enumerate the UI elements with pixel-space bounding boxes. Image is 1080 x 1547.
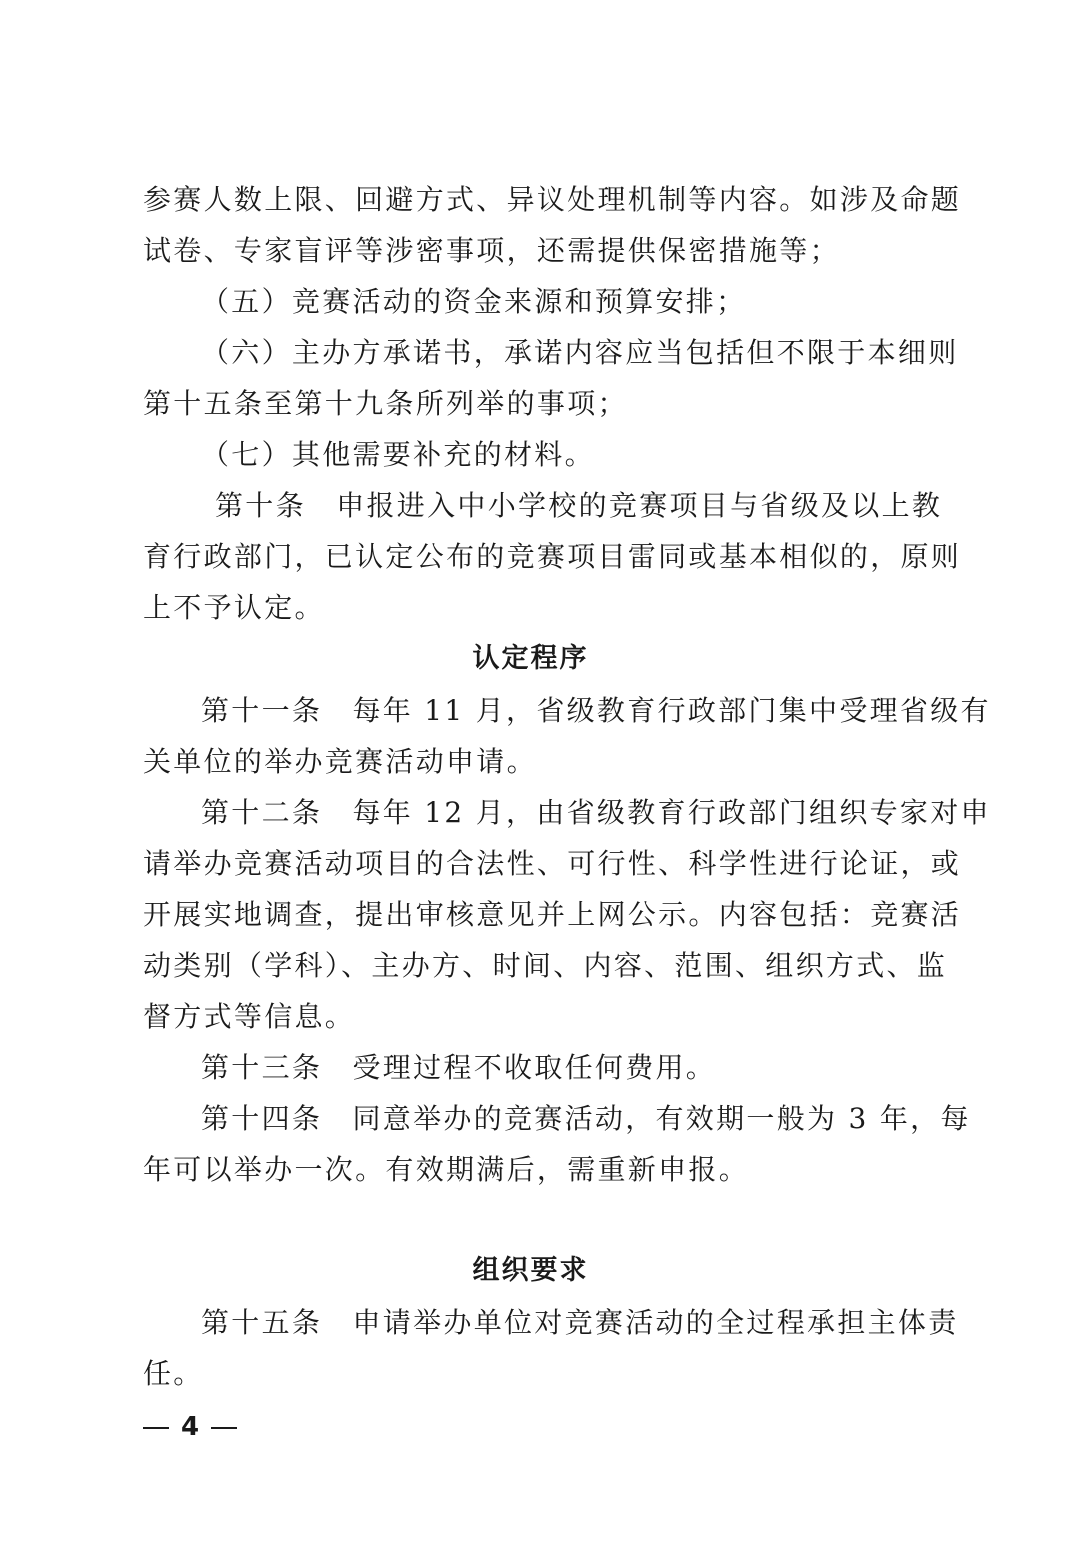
article-14: 第十四条 同意举办的竞赛活动，有效期一般为 3 年，每 [201, 1102, 971, 1135]
paragraph-line: 年可以举办一次。有效期满后，需重新申报。 [143, 1153, 750, 1186]
dash-left [143, 1427, 169, 1429]
article-12: 第十二条 每年 12 月，由省级教育行政部门组织专家对申 [201, 796, 991, 829]
document-body [143, 174, 991, 1399]
paragraph-line: 开展实地调查，提出审核意见并上网公示。内容包括：竞赛活 [143, 898, 962, 931]
dash-right [211, 1427, 237, 1429]
page-number-value: 4 [181, 1412, 200, 1442]
paragraph-line: 任。 [143, 1357, 204, 1390]
paragraph-line: 试卷、专家盲评等涉密事项，还需提供保密措施等； [143, 234, 840, 267]
paragraph-line: 动类别（学科）、主办方、时间、内容、范围、组织方式、监 [143, 949, 948, 982]
paragraph-line: 关单位的举办竞赛活动申请。 [143, 745, 537, 778]
page-number [143, 1405, 237, 1449]
section-heading-procedure: 认定程序 [472, 643, 589, 674]
paragraph-line: 育行政部门，已认定公布的竞赛项目雷同或基本相似的，原则 [143, 540, 962, 573]
paragraph-line: 上不予认定。 [143, 591, 325, 624]
article-11: 第十一条 每年 11 月，省级教育行政部门集中受理省级有 [201, 694, 991, 727]
article-10: 第十条 申报进入中小学校的竞赛项目与省级及以上教 [215, 489, 943, 522]
paragraph-line: 督方式等信息。 [143, 1000, 356, 1033]
list-item-5: （五）竞赛活动的资金来源和预算安排； [201, 285, 747, 318]
article-15: 第十五条 申请举办单位对竞赛活动的全过程承担主体责 [201, 1306, 959, 1339]
section-heading-requirements: 组织要求 [472, 1255, 589, 1286]
article-13: 第十三条 受理过程不收取任何费用。 [201, 1051, 717, 1084]
list-item-6: （六）主办方承诺书，承诺内容应当包括但不限于本细则 [201, 336, 959, 369]
list-item-7: （七）其他需要补充的材料。 [201, 438, 595, 471]
spacer [143, 1195, 918, 1245]
paragraph-line: 第十五条至第十九条所列举的事项； [143, 387, 628, 420]
paragraph-line: 参赛人数上限、回避方式、异议处理机制等内容。如涉及命题 [143, 183, 962, 216]
paragraph-line: 请举办竞赛活动项目的合法性、可行性、科学性进行论证，或 [143, 847, 962, 880]
